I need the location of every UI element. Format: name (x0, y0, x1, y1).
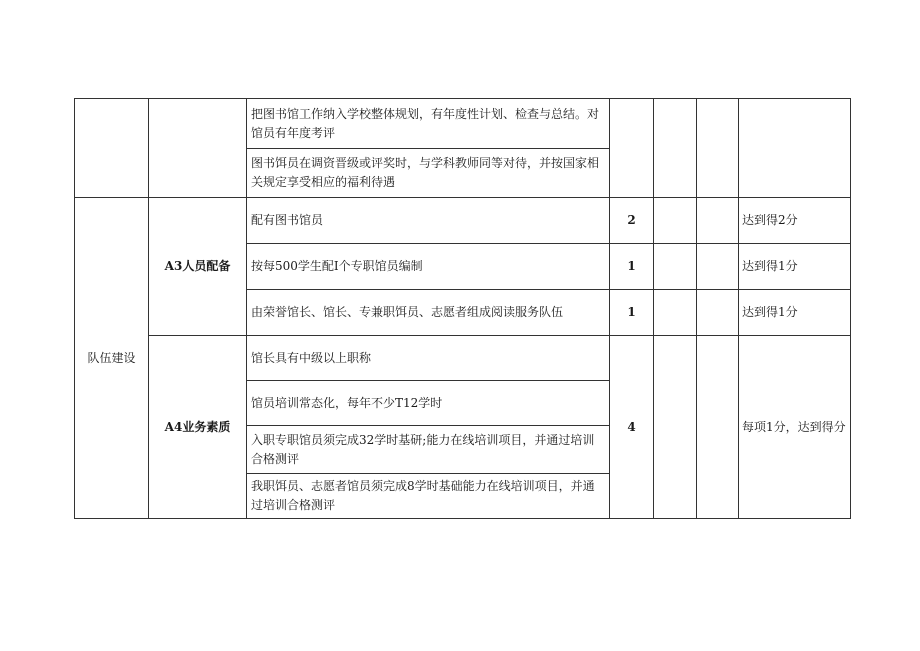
item-cell (247, 381, 610, 426)
sub-indicator-label: A3人员配备 (164, 259, 231, 273)
item-text: 图书饵员在调资晋级或评奖时，与学科教师同等对待，并按国家相关规定享受相应的福利待遇 (251, 156, 600, 189)
blank-cell (697, 198, 739, 244)
table-row (75, 336, 851, 381)
blank-cell (654, 336, 697, 519)
blank-cell (654, 290, 697, 336)
score-cell (610, 198, 654, 244)
rule-text: 达到得1分 (742, 259, 798, 273)
score-value: 1 (627, 305, 636, 319)
item-cell (247, 474, 610, 519)
item-cell (247, 290, 610, 336)
blank-cell (697, 99, 739, 198)
item-cell (247, 99, 610, 149)
blank-cell (697, 290, 739, 336)
blank-cell (654, 244, 697, 290)
score-value: 2 (627, 213, 636, 227)
dimension-cell (75, 198, 149, 519)
item-text: 配有图书馆员 (251, 213, 324, 227)
item-cell (247, 336, 610, 381)
score-value: 4 (627, 419, 636, 434)
blank-cell (654, 99, 697, 198)
item-text: 把图书馆工作纳入学校整体规划，有年度性计划、检查与总结。对馆员有年度考评 (251, 106, 600, 140)
table-row (75, 198, 851, 244)
rule-cell (739, 244, 851, 290)
sub-indicator-label: A4业务素质 (164, 419, 231, 434)
score-cell-empty (610, 99, 654, 198)
item-text: 入职专职馆员须完成32学时基研;能力在线培训项目，并通过培训合格测评 (251, 432, 595, 466)
rule-text: 达到得2分 (742, 213, 798, 227)
item-text: 我职饵员、志愿者馆员须完成8学时基础能力在线培训项目，并通过培训合格测评 (251, 479, 595, 512)
item-text: 馆长具有中级以上职称 (251, 350, 372, 365)
score-value: 1 (627, 259, 636, 273)
evaluation-table (74, 98, 851, 519)
item-cell (247, 426, 610, 474)
item-text: 馆员培训常态化，每年不少T12学时 (251, 395, 443, 410)
sub-indicator-cell (149, 336, 247, 519)
score-cell (610, 290, 654, 336)
dimension-label: 队伍建设 (87, 350, 136, 365)
item-text: 按每500学生配I个专职馆员编制 (251, 259, 423, 273)
score-cell (610, 336, 654, 519)
score-cell (610, 244, 654, 290)
rule-cell (739, 198, 851, 244)
rule-text: 达到得1分 (742, 305, 798, 319)
table-row (75, 99, 851, 149)
item-cell (247, 198, 610, 244)
item-text: 由荣誉馆长、馆长、专兼职饵员、志愿者组成阅读服务队伍 (251, 305, 564, 319)
sub-indicator-cell-empty (149, 99, 247, 198)
sub-indicator-cell (149, 198, 247, 336)
rule-cell (739, 336, 851, 519)
blank-cell (654, 198, 697, 244)
item-cell (247, 244, 610, 290)
dimension-cell-empty (75, 99, 149, 198)
blank-cell (697, 336, 739, 519)
rule-cell-empty (739, 99, 851, 198)
item-cell (247, 149, 610, 198)
rule-text: 每项1分，达到得分 (742, 419, 846, 434)
blank-cell (697, 244, 739, 290)
rule-cell (739, 290, 851, 336)
